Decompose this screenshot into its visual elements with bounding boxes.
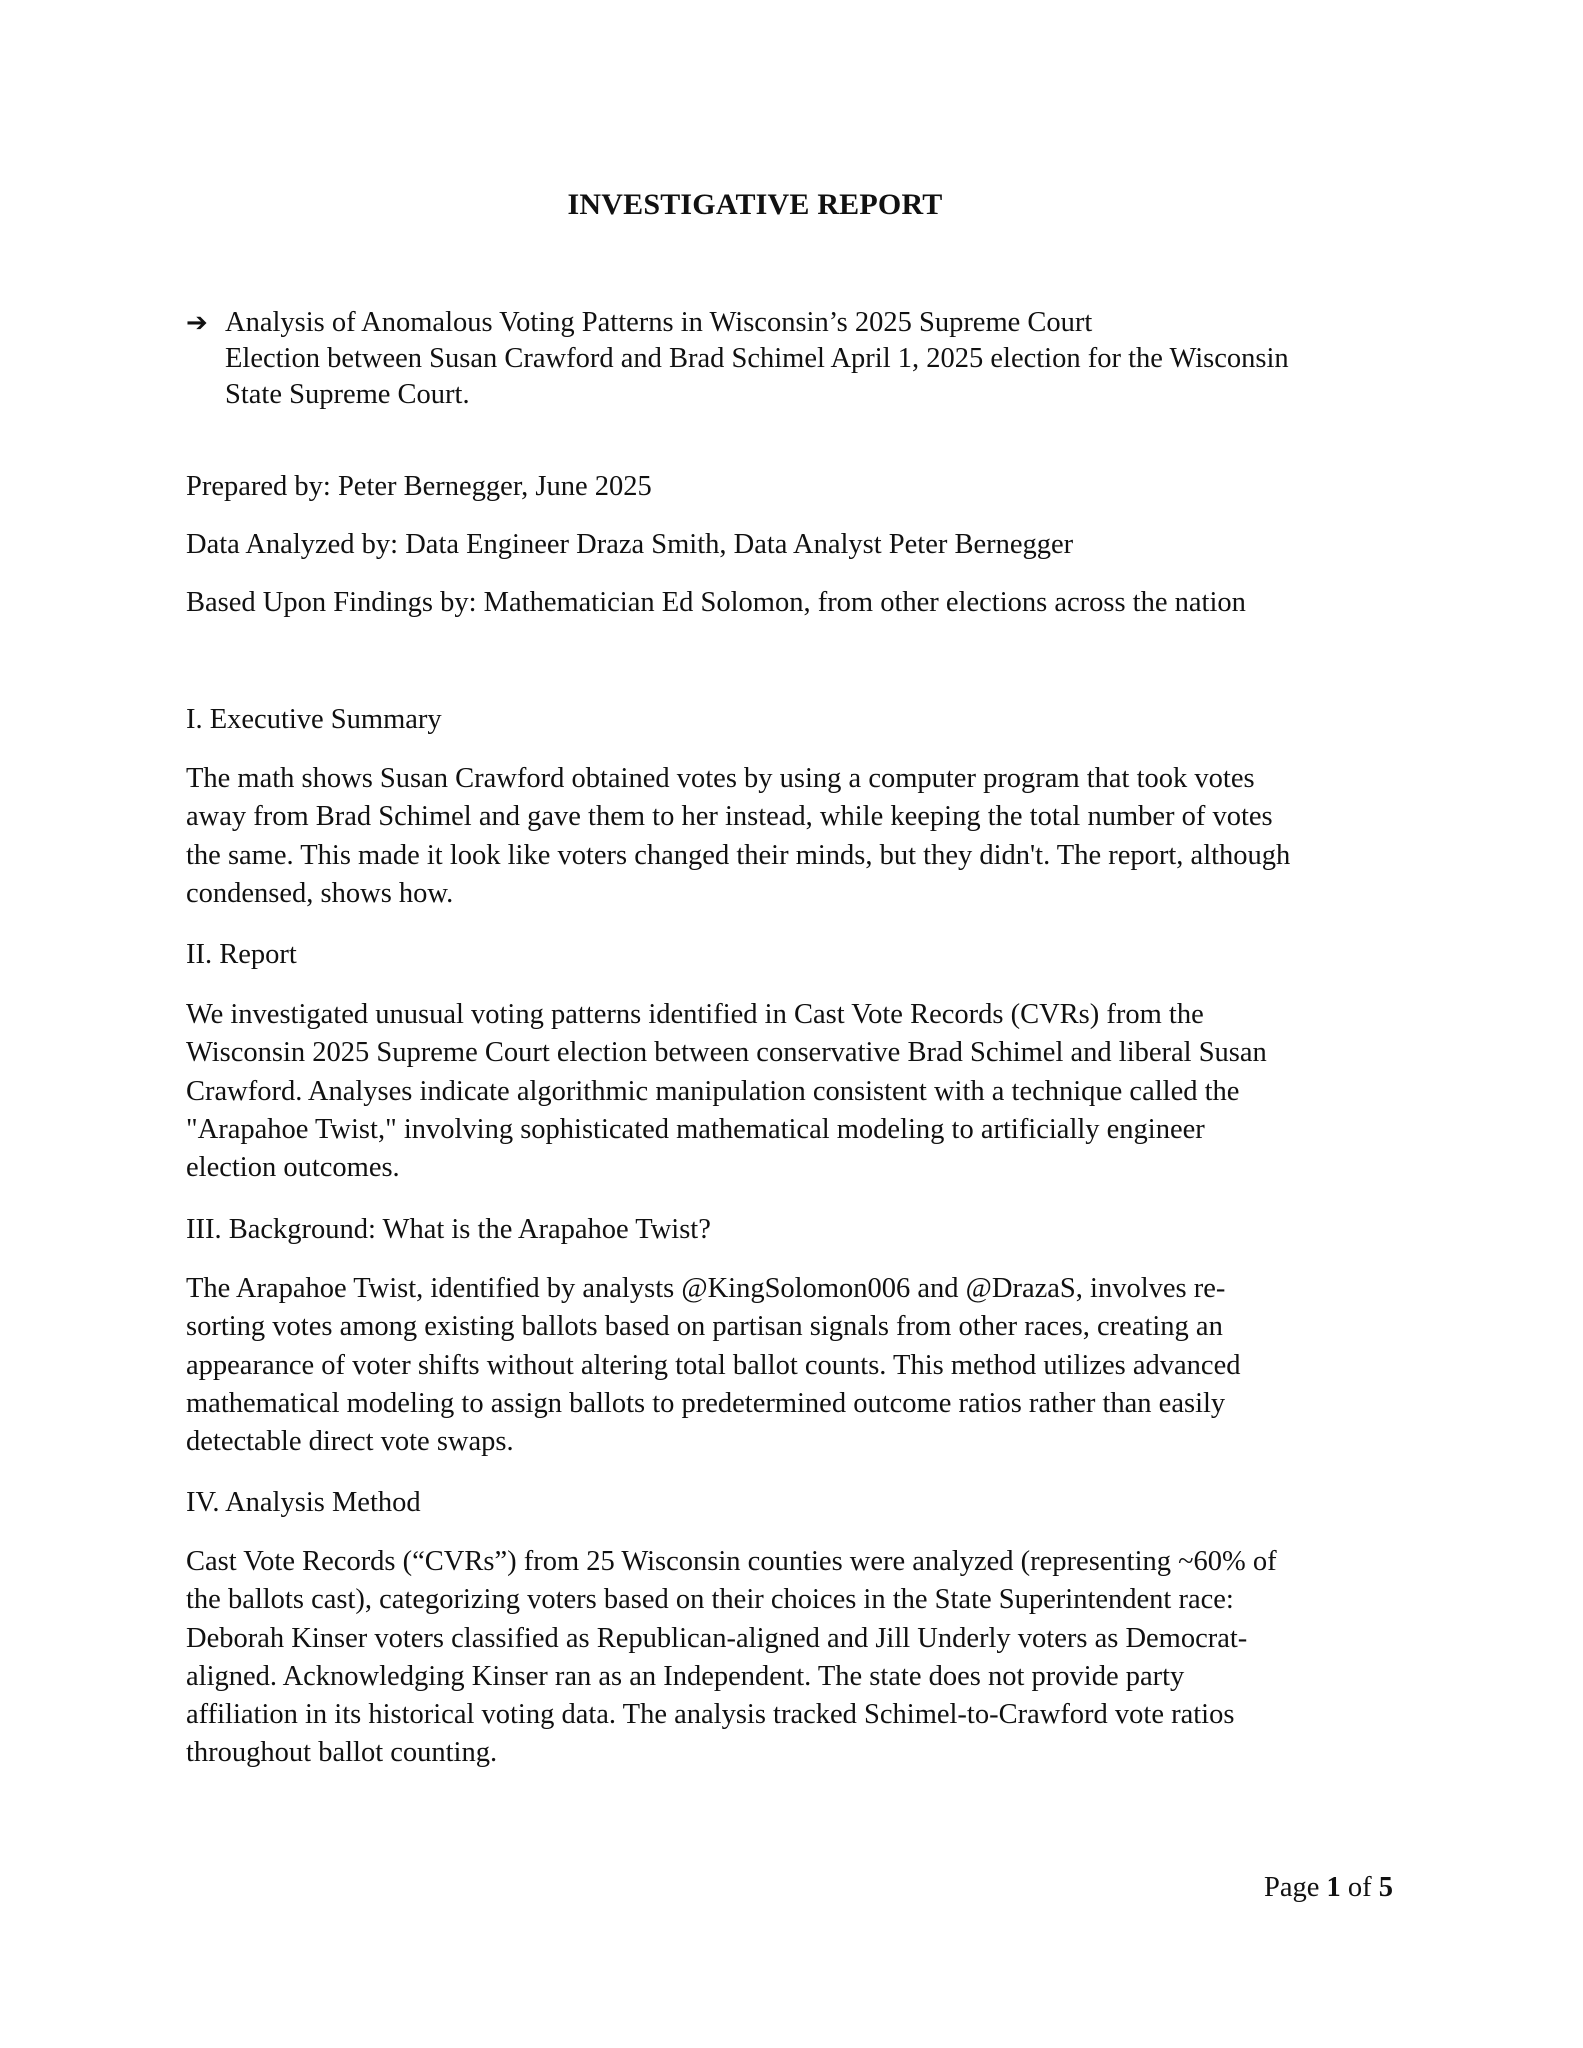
paragraph-line: affiliation in its historical voting data. The analysis tracked Schimel-to-Crawford vote ratios <box>186 1699 1235 1731</box>
section-heading-executive-summary: I. Executive Summary <box>186 704 442 735</box>
report-subject <box>186 305 1406 413</box>
subject-line-3: State Supreme Court. <box>225 379 470 410</box>
paragraph-line: throughout ballot counting. <box>186 1737 498 1769</box>
paragraph-line: Deborah Kinser voters classified as Republican-aligned and Jill Underly voters as Democrat- <box>186 1622 1248 1654</box>
paragraph-line: appearance of voter shifts without altering total ballot counts. This method utilizes advanced <box>186 1349 1241 1381</box>
page-prefix: Page <box>1263 1872 1327 1903</box>
paragraph-line: mathematical modeling to assign ballots to predetermined outcome ratios rather than easily <box>186 1387 1226 1419</box>
paragraph-line: The math shows Susan Crawford obtained votes by using a computer program that took votes <box>186 763 1255 794</box>
page-number <box>1264 1872 1393 1904</box>
analyzed-by: Data Analyzed by: Data Engineer Draza Smith, Data Analyst Peter Bernegger <box>186 529 1074 560</box>
prepared-by: Prepared by: Peter Bernegger, June 2025 <box>186 471 652 502</box>
page-current: 1 <box>1326 1872 1341 1903</box>
section-body-report <box>186 996 1401 1187</box>
report-title: INVESTIGATIVE REPORT <box>567 188 943 221</box>
section-heading-background: III. Background: What is the Arapahoe Twist? <box>186 1214 711 1245</box>
paragraph-line: the ballots cast), categorizing voters based on their choices in the State Superintendent race: <box>186 1584 1234 1616</box>
page-of: of <box>1340 1872 1379 1903</box>
paragraph-line: "Arapahoe Twist," involving sophisticated mathematical modeling to artificially engineer <box>186 1113 1205 1145</box>
paragraph-line: Wisconsin 2025 Supreme Court election between conservative Brad Schimel and liberal Susan <box>186 1037 1267 1069</box>
section-body-executive-summary <box>186 760 1401 913</box>
paragraph-line: Crawford. Analyses indicate algorithmic manipulation consistent with a technique called the <box>186 1075 1240 1107</box>
section-body-background <box>186 1270 1401 1461</box>
subject-line-2: Election between Susan Crawford and Brad Schimel April 1, 2025 election for the Wisconsin <box>225 343 1289 374</box>
paragraph-line: detectable direct vote swaps. <box>186 1426 514 1458</box>
paragraph-line: The Arapahoe Twist, identified by analysts @KingSolomon006 and @DrazaS, involves re- <box>186 1273 1226 1304</box>
section-body-analysis-method <box>186 1543 1401 1773</box>
paragraph-line: condensed, shows how. <box>186 877 454 909</box>
paragraph-line: aligned. Acknowledging Kinser ran as an Independent. The state does not provide party <box>186 1660 1185 1692</box>
paragraph-line: sorting votes among existing ballots based on partisan signals from other races, creating an <box>186 1311 1223 1343</box>
subject-line-1: Analysis of Anomalous Voting Patterns in Wisconsin’s 2025 Supreme Court <box>225 307 1093 338</box>
page-total: 5 <box>1378 1872 1393 1903</box>
paragraph-line: away from Brad Schimel and gave them to her instead, while keeping the total number of votes <box>186 801 1273 833</box>
paragraph-line: Cast Vote Records (“CVRs”) from 25 Wisconsin counties were analyzed (representing ~60% of <box>186 1546 1277 1577</box>
section-heading-report: II. Report <box>186 939 297 970</box>
paragraph-line: election outcomes. <box>186 1152 400 1184</box>
based-upon: Based Upon Findings by: Mathematician Ed Solomon, from other elections across the nation <box>186 587 1246 618</box>
right-arrow-icon: ➔ <box>186 308 208 338</box>
paragraph-line: We investigated unusual voting patterns identified in Cast Vote Records (CVRs) from the <box>186 999 1204 1030</box>
paragraph-line: the same. This made it look like voters changed their minds, but they didn't. The report, although <box>186 839 1291 871</box>
section-heading-analysis-method: IV. Analysis Method <box>186 1487 421 1518</box>
